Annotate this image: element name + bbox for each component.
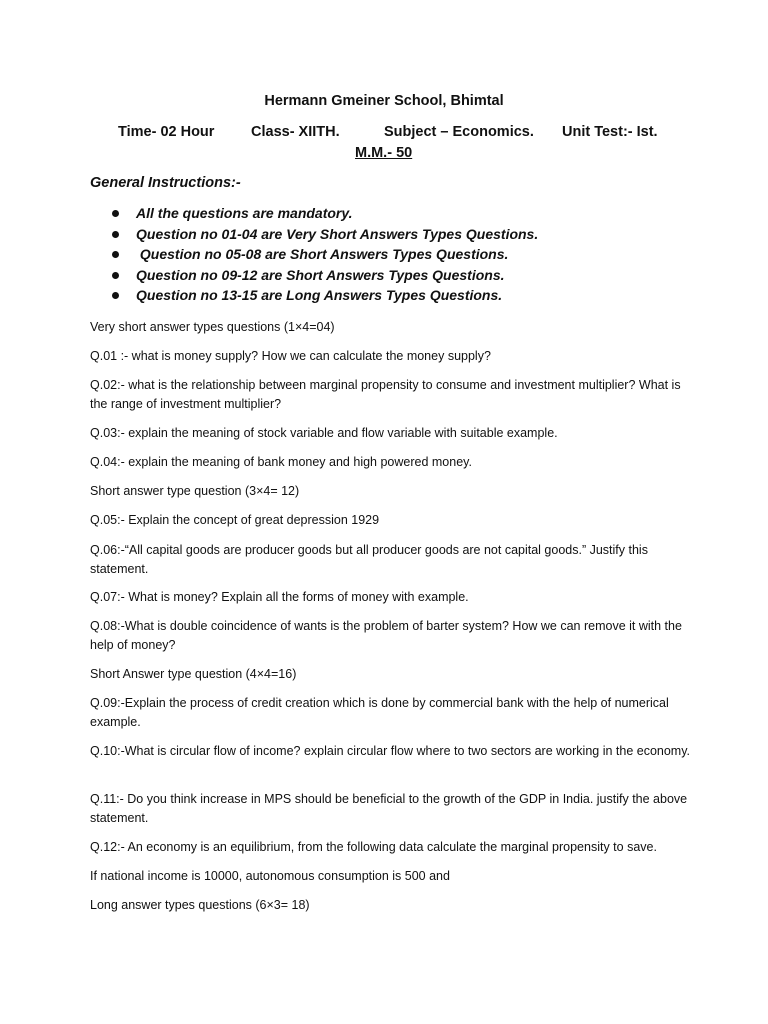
- question-05: Q.05:- Explain the concept of great depression 1929: [90, 513, 380, 527]
- exam-class: Class- XIITH.: [251, 124, 340, 140]
- question-03: Q.03:- explain the meaning of stock variable and flow variable with suitable example.: [90, 426, 558, 440]
- bullet-icon: [112, 272, 119, 279]
- question-12: Q.12:- An economy is an equilibrium, from the following data calculate the marginal propensity to save.: [90, 840, 657, 854]
- max-marks: M.M.- 50: [355, 145, 413, 161]
- instruction-item: Question no 09-12 are Short Answers Types Questions.: [112, 267, 538, 288]
- bullet-icon: [112, 251, 119, 258]
- section-heading-long: Long answer types questions (6×3= 18): [90, 898, 310, 912]
- instruction-item: Question no 05-08 are Short Answers Types Questions.: [112, 246, 538, 267]
- section-heading-short: Short answer type question (3×4= 12): [90, 484, 300, 498]
- exam-time: Time- 02 Hour: [118, 124, 215, 140]
- question-10: Q.10:-What is circular flow of income? explain circular flow where to two sectors are working in the economy.: [90, 744, 691, 758]
- question-06: Q.06:-“All capital goods are producer goods but all producer goods are not capital goods.” Justify this statement.: [90, 543, 648, 576]
- section-heading-short-answer: Short Answer type question (4×4=16): [90, 667, 297, 681]
- instruction-item: All the questions are mandatory.: [112, 205, 538, 226]
- instruction-item: Question no 13-15 are Long Answers Types Questions.: [112, 287, 538, 308]
- question-09: Q.09:-Explain the process of credit creation which is done by commercial bank with the help of numerical example.: [90, 696, 669, 729]
- question-01: Q.01 :- what is money supply? How we can calculate the money supply?: [90, 349, 491, 363]
- question-08: Q.08:-What is double coincidence of wants is the problem of barter system? How we can remove it with the help of money?: [90, 619, 682, 652]
- question-11: Q.11:- Do you think increase in MPS should be beneficial to the growth of the GDP in India. justify the above statement.: [90, 792, 688, 825]
- bullet-icon: [112, 231, 119, 238]
- instructions-list: [112, 205, 538, 308]
- instructions-heading: General Instructions:-: [90, 175, 241, 191]
- exam-unit-test: Unit Test:- Ist.: [562, 124, 658, 140]
- section-heading-very-short: Very short answer types questions (1×4=04): [90, 320, 335, 334]
- question-04: Q.04:- explain the meaning of bank money and high powered money.: [90, 455, 472, 469]
- question-12-data: If national income is 10000, autonomous consumption is 500 and: [90, 869, 450, 883]
- bullet-icon: [112, 210, 119, 217]
- bullet-icon: [112, 292, 119, 299]
- school-name: Hermann Gmeiner School, Bhimtal: [264, 93, 504, 109]
- question-02: Q.02:- what is the relationship between marginal propensity to consume and investment multiplier? What is the range of investment multiplier?: [90, 378, 681, 411]
- instruction-item: Question no 01-04 are Very Short Answers Types Questions.: [112, 226, 538, 247]
- exam-subject: Subject – Economics.: [384, 124, 534, 140]
- question-07: Q.07:- What is money? Explain all the forms of money with example.: [90, 590, 469, 604]
